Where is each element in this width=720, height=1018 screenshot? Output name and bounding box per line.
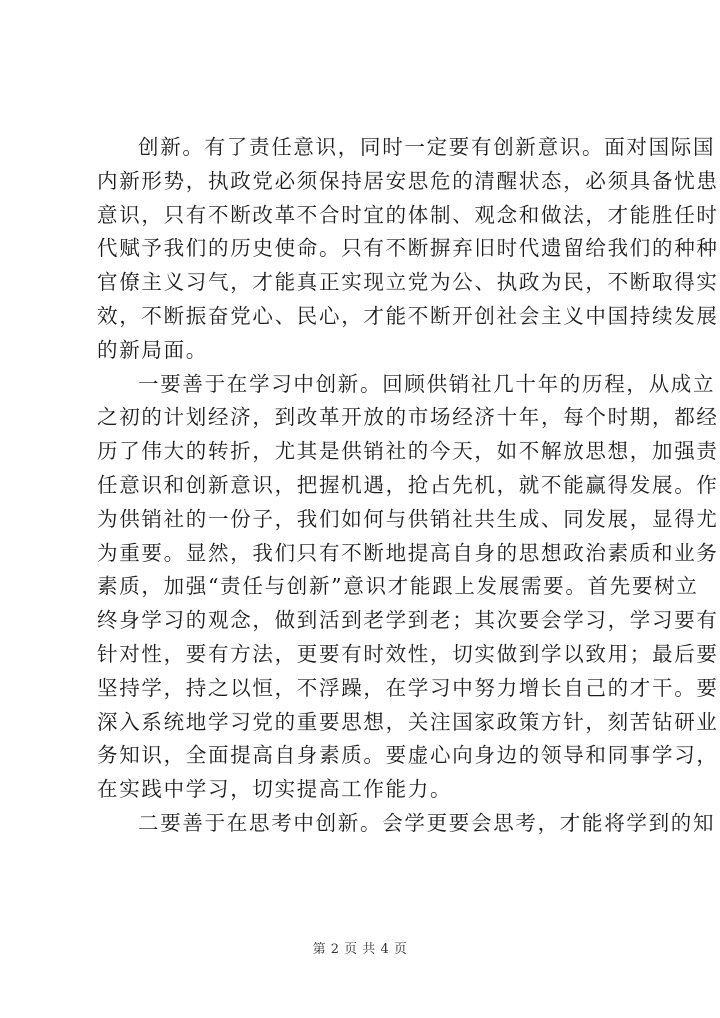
paragraph-line: 任意识和创新意识，把握机遇，抢占先机，就不能赢得发展。作 <box>97 472 719 497</box>
paragraph-line: 二要善于在思考中创新。会学更要会思考，才能将学到的知 <box>138 810 716 835</box>
paragraph-line: 为重要。显然，我们只有不断地提高自身的思想政治素质和业务 <box>97 540 719 565</box>
paragraph-line: 为供销社的一份子，我们如何与供销社共生成、同发展，显得尤 <box>97 506 719 531</box>
paragraph-line: 的新局面。 <box>97 337 208 362</box>
document-body <box>97 131 719 841</box>
paragraph-line: 务知识，全面提高自身素质。要虚心向身边的领导和同事学习， <box>97 743 719 768</box>
paragraph-line: 历了伟大的转折，尤其是供销社的今天，如不解放思想，加强责 <box>97 439 719 464</box>
paragraph-line: 在实践中学习，切实提高工作能力。 <box>97 777 453 802</box>
paragraph-line: 坚持学，持之以恒，不浮躁，在学习中努力增长自己的才干。要 <box>97 675 719 700</box>
paragraph-line: 官僚主义习气，才能真正实现立党为公、执政为民，不断取得实 <box>97 270 719 295</box>
paragraph-line: 创新。有了责任意识，同时一定要有创新意识。面对国际国 <box>138 135 716 159</box>
paragraph-line: 效，不断振奋党心、民心，才能不断开创社会主义中国持续发展 <box>97 303 719 328</box>
page-number-footer: 第 2 页 共 4 页 <box>312 942 408 957</box>
paragraph-line: 内新形势，执政党必须保持居安思危的清醒状态，必须具备忧患 <box>97 168 719 193</box>
paragraph-line: 意识，只有不断改革不合时宜的体制、观念和做法，才能胜任时 <box>97 202 719 227</box>
paragraph-line: 素质，加强“责任与创新”意识才能跟上发展需要。首先要树立 <box>97 574 699 599</box>
paragraph-line: 代赋予我们的历史使命。只有不断摒弃旧时代遗留给我们的种种 <box>97 236 719 261</box>
paragraph-line: 之初的计划经济，到改革开放的市场经济十年，每个时期，都经 <box>97 405 719 430</box>
paragraph-line: 终身学习的观念，做到活到老学到老；其次要会学习，学习要有 <box>97 608 719 633</box>
paragraph-line: 针对性，要有方法，更要有时效性，切实做到学以致用；最后要 <box>97 641 719 666</box>
paragraph-line: 深入系统地学习党的重要思想，关注国家政策方针，刻苦钻研业 <box>97 709 719 734</box>
paragraph-line: 一要善于在学习中创新。回顾供销社几十年的历程，从成立 <box>138 371 716 396</box>
